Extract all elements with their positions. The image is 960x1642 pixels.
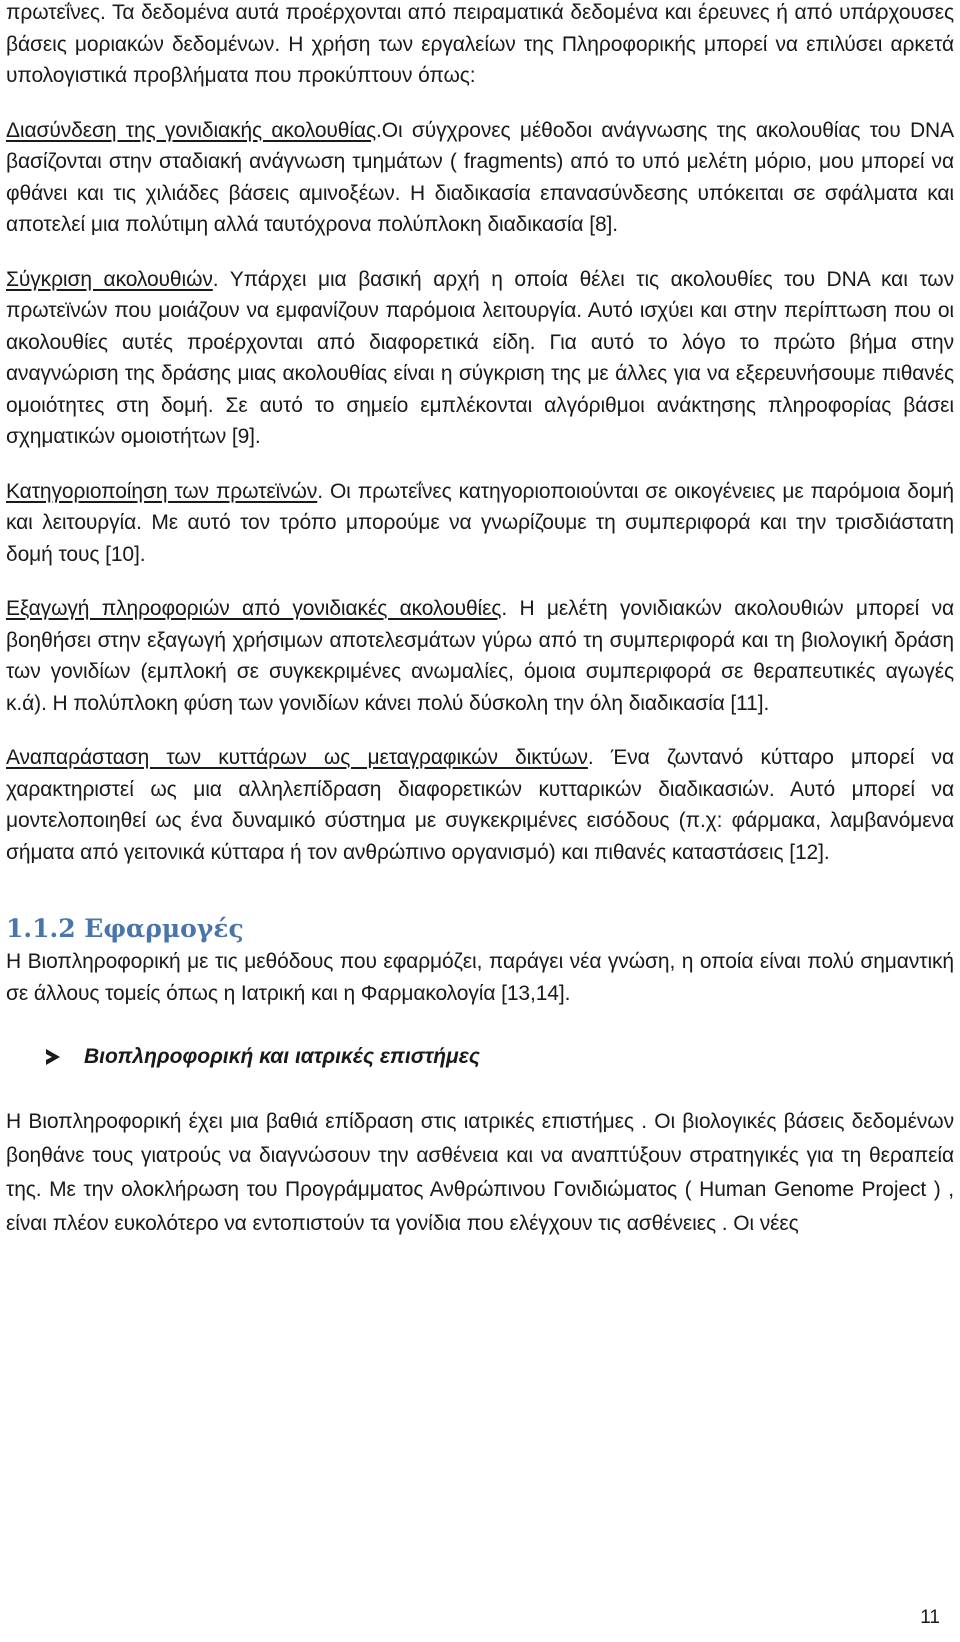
bullet-title: Βιοπληροφορική και ιατρικές επιστήμες: [84, 1045, 480, 1068]
section-sequence-assembly: [6, 115, 954, 241]
subsection-title: 1.1.2 Εφαρμογές: [6, 914, 244, 943]
section-information-extraction: [6, 593, 954, 719]
section-heading: Αναπαράσταση των κυττάρων ως μεταγραφικών δικτύων: [6, 746, 588, 769]
section-sequence-comparison: [6, 264, 954, 453]
arrowhead-bullet-icon: [46, 1049, 60, 1065]
intro-paragraph: [6, 0, 954, 92]
page-number: 11: [920, 1607, 940, 1628]
section-body: . Ένα ζωντανό κύτταρο μπορεί να χαρακτηριστεί ως μια αλληλεπίδραση διαφορετικών κυτταρικών διαδικασιών. Αυτό μπορεί να μοντελοποιηθεί ως ένα δυναμικό σύστημα με συγκεκριμένες εισόδους (π.χ: φάρμακα, λαμβανόμενα σήματα από γειτονικά κύτταρα ή τον ανθρώπινο οργανισμό) και πιθανές καταστάσεις [12].: [6, 746, 955, 864]
bullet-heading: [46, 1041, 954, 1073]
section-heading: Εξαγωγή πληροφοριών από γονιδιακές ακολουθίες: [6, 597, 502, 620]
section-body: . Υπάρχει μια βασική αρχή η οποία θέλει τις ακολουθίες του DNA και των πρωτεϊνών που μοιάζουν να εμφανίζουν παρόμοια λειτουργία. Αυτό ισχύει και στην περίπτωση που οι ακολουθίες αυτές προέρχονται από διαφορετικά είδη. Για αυτό το λόγο το πρώτο βήμα στην αναγνώριση της δράσης μιας ακολουθίας είναι η σύγκριση της με άλλες για να εξερευνήσουμε πιθανές ομοιότητες στη δομή. Σε αυτό το σημείο εμπλέκονται αλγόριθμοι ανάκτησης πληροφορίας βάσει σχηματικών ομοιοτήτων [9].: [6, 267, 954, 448]
section-cell-networks: [6, 742, 954, 868]
subsection-body: Η Βιοπληροφορική με τις μεθόδους που εφαρμόζει, παράγει νέα γνώση, η οποία είναι πολύ σημαντική σε άλλους τομείς όπως η Ιατρική και η Φαρμακολογία [13,14].: [6, 950, 954, 1005]
section-heading: Διασύνδεση της γονιδιακής ακολουθίας: [6, 118, 376, 142]
closing-paragraph: [6, 1105, 954, 1241]
section-body: .Οι σύγχρονες μέθοδοι ανάγνωσης της ακολουθίας του DNA βασίζονται στην σταδιακή ανάγνωση τμημάτων ( fragments) από το υπό μελέτη μόριο, μου μπορεί να φθάνει και τις χιλιάδες βάσεις αμινοξέων. Η διαδικασία επανασύνδεσης υπόκειται σε σφάλματα και αποτελεί μια πολύτιμη αλλά ταυτόχρονα πολύπλοκη διαδικασία [8].: [6, 118, 954, 236]
document-page: [6, 0, 954, 1241]
section-heading: Κατηγοριοποίηση των πρωτεϊνών: [6, 479, 318, 503]
section-heading: Σύγκριση ακολουθιών: [6, 267, 213, 291]
intro-text: πρωτεΐνες. Τα δεδομένα αυτά προέρχονται από πειραματικά δεδομένα και έρευνες ή από υπάρχουσες βάσεις μοριακών δεδομένων. Η χρήση των εργαλείων της Πληροφορικής μπορεί να επιλύσει αρκετά υπολογιστικά προβλήματα που προκύπτουν όπως:: [6, 1, 954, 87]
section-protein-classification: [6, 476, 954, 571]
subsection-paragraph: [6, 946, 954, 1009]
closing-text: Η Βιοπληροφορική έχει μια βαθιά επίδραση στις ιατρικές επιστήμες . Οι βιολογικές βάσεις δεδομένων βοηθάνε τους γιατρούς να διαγνώσουν την ασθένεια και να αναπτύξουν στρατηγικές για τη θεραπεία της. Με την ολοκλήρωση του Προγράμματος Ανθρώπινου Γονιδιώματος ( Human Genome Project ) , είναι πλέον ευκολότερο να εντοπιστούν τα γονίδια που ελέγχουν τις ασθένειες . Οι νέες: [6, 1109, 954, 1235]
section-body: . Οι πρωτεΐνες κατηγοριοποιούνται σε οικογένειες με παρόμοια δομή και λειτουργία. Με αυτό τον τρόπο μπορούμε να γνωρίζουμε τη συμπεριφορά και την τρισδιάστατη δομή τους [10].: [6, 479, 954, 566]
section-body: . Η μελέτη γονιδιακών ακολουθιών μπορεί να βοηθήσει στην εξαγωγή χρήσιμων αποτελεσμάτων γύρω από τη συμπεριφορά και τη βιολογική δράση των γονιδίων (εμπλοκή σε συγκεκριμένες ανωμαλίες, όμοια συμπεριφορά σε θεραπευτικές αγωγές κ.ά). Η πολύπλοκη φύση των γονιδίων κάνει πολύ δύσκολη την όλη διαδικασία [11].: [6, 597, 955, 715]
